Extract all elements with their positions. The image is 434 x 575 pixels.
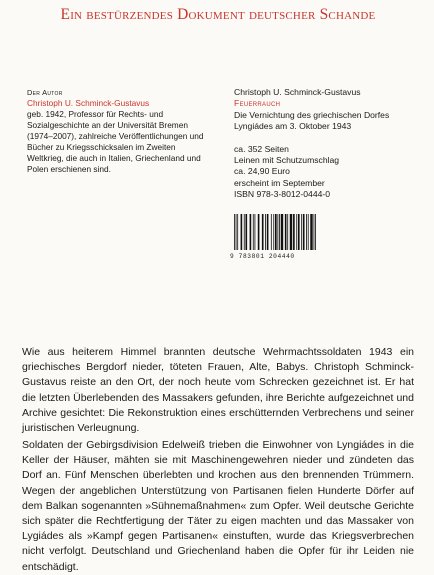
description-paragraph-1 xyxy=(22,345,414,436)
barcode-bar xyxy=(279,214,280,250)
barcode-bar xyxy=(250,214,252,250)
barcode-bar xyxy=(244,214,245,250)
barcode-bar xyxy=(237,214,238,250)
page-headline: Ein bestürzendes Dokument deutscher Schande xyxy=(60,6,376,23)
barcode-bar xyxy=(301,214,302,250)
barcode-bar xyxy=(234,214,235,250)
barcode-bar xyxy=(277,214,278,250)
barcode-bar xyxy=(267,214,269,250)
book-isbn: ISBN 978-3-8012-0444-0 xyxy=(234,189,331,200)
barcode-bar xyxy=(265,214,266,250)
barcode-bar xyxy=(303,214,305,250)
barcode xyxy=(230,212,318,262)
barcode-bar xyxy=(258,214,260,250)
author-info xyxy=(27,87,205,175)
book-release: erscheint im September xyxy=(234,177,325,188)
barcode-bar xyxy=(314,214,315,250)
barcode-bar xyxy=(281,214,283,250)
description-paragraph-2 xyxy=(22,438,414,575)
barcode-bar xyxy=(255,214,256,250)
author-name: Christoph U. Schminck-Gustavus xyxy=(27,98,150,108)
barcode-bar xyxy=(271,214,272,250)
paragraph-text: Soldaten der Gebirgsdivision Edelweiß trieben die Einwohner von Lyngiádes in die Keller der Häuser, mähten sie mit Maschinengewehren nieder und zündeten das Dorf an. Fünf Menschen überlebten und krochen aus den brennenden Trümmern. Wegen der angeblichen Unterstützung von Partisanen fielen Hunderte Dörfer auf dem Balkan sogenannten »Sühnemaßnahmen« zum Opfer. Weil deutsche Gerichte sich später die Rechtfertigung der Täter zu eigen machten und das Massaker von Lygiádes als »Kampf gegen Partisanen« einstuften, wurde das Kriegsverbrechen nicht verfolgt. Deutschland und Griechenland haben die Opfer für ihr Leiden nie entschädigt. xyxy=(22,439,414,573)
barcode-bar xyxy=(236,214,237,250)
book-author: Christoph U. Schminck-Gustavus xyxy=(234,87,361,97)
book-title: Feuerrauch xyxy=(234,98,281,109)
barcode-bar xyxy=(298,214,300,250)
barcode-bar xyxy=(290,214,292,250)
barcode-number: 9 783801 204440 xyxy=(230,253,295,260)
book-price: ca. 24,90 Euro xyxy=(234,166,290,177)
barcode-bar xyxy=(293,214,295,250)
barcode-bars xyxy=(230,212,318,252)
barcode-bar xyxy=(275,214,277,250)
book-details xyxy=(234,87,429,201)
book-binding: Leinen mit Schutzumschlag xyxy=(234,155,340,166)
barcode-bar xyxy=(306,214,307,250)
barcode-bar xyxy=(310,214,312,250)
book-meta xyxy=(234,144,429,201)
barcode-bar xyxy=(273,214,274,250)
author-bio: geb. 1942, Professor für Rechts- und Sozialgeschichte an der Universität Bremen (1974–2007), zahlreiche Veröffentlichungen und Bücher zu Kriegsschicksalen im Zweiten Weltkrieg, die auch in Italien, Griechenland und Polen erschienen sind. xyxy=(27,109,204,174)
barcode-bar xyxy=(245,214,247,250)
barcode-bar xyxy=(241,214,243,250)
barcode-bar xyxy=(285,214,287,250)
paragraph-text: Wie aus heiterem Himmel brannten deutsche Wehrmachtssoldaten 1943 ein griechisches Bergdorf nieder, töteten Frauen, Alte, Babys. Christoph Schminck-Gustavus reiste an den Ort, der noch heute vom Schrecken gezeichnet ist. Er hat die letzten Überlebenden des Massakers gefunden, ihre Berichte aufgezeichnet und Archive gesichtet: Die Rekonstruktion eines erschütternden Verbrechens und seiner juristischen Verleugnung. xyxy=(22,346,414,435)
book-pages: ca. 352 Seiten xyxy=(234,143,289,154)
barcode-bar xyxy=(287,214,288,250)
barcode-bar xyxy=(253,214,254,250)
book-subtitle: Die Vernichtung des griechischen Dorfes Lyngiádes am 3. Oktober 1943 xyxy=(234,109,390,132)
author-label: Der Autor xyxy=(27,88,63,97)
barcode-bar xyxy=(262,214,264,250)
barcode-bar xyxy=(315,214,316,250)
barcode-bar xyxy=(308,214,309,250)
barcode-bar xyxy=(296,214,297,250)
